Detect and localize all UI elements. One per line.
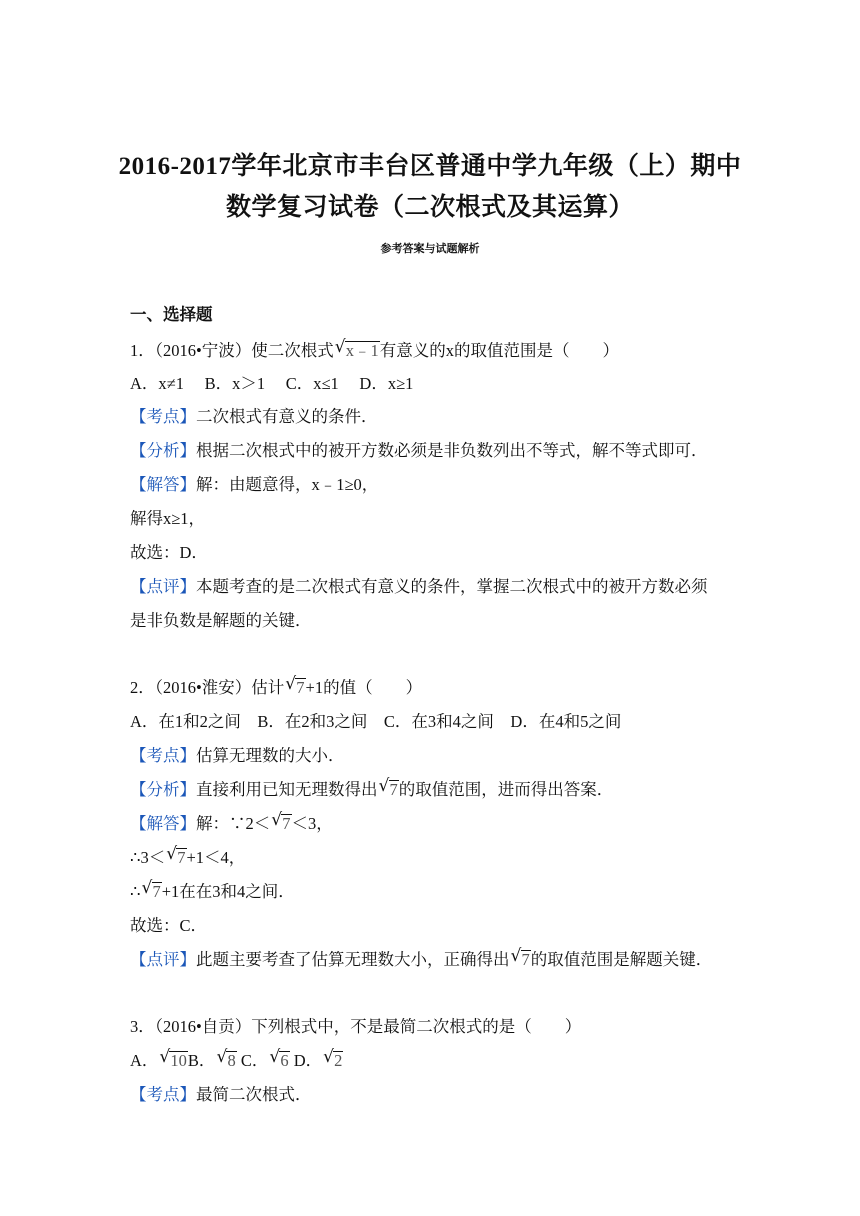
q1-step2: 解得x≥1， <box>130 509 206 528</box>
q2-fenxi <box>130 776 613 800</box>
q3-stem: 3．（2016•自贡）下列根式中，不是最简二次根式的是（ ） <box>130 1017 582 1036</box>
q1-dianping-text-1: 本题考查的是二次根式有意义的条件，掌握二次根式中的被开方数必须 <box>196 577 708 596</box>
q1-dianping-line-2: 是非负数是解题的关键． <box>130 611 312 630</box>
q1-fenxi <box>130 437 708 461</box>
dianping-tag: 【点评】 <box>130 950 196 969</box>
q1-radicand: x﹣1 <box>345 341 379 360</box>
q2-fenxi-b: 的取值范围，进而得出答案． <box>398 780 614 799</box>
title-line-1: 2016-2017学年北京市丰台区普通中学九年级（上）期中 <box>118 153 742 180</box>
q1-jieda <box>130 471 378 495</box>
q2-dianping-a: 此题主要考查了估算无理数大小，正确得出 <box>196 950 510 969</box>
q2-prefix: 2．（2016•淮安）估计 <box>130 678 285 697</box>
q2-jieda-b: ＜3， <box>291 814 333 833</box>
q1-kaodian-text: 二次根式有意义的条件． <box>196 407 378 426</box>
q1-step3: 故选：D． <box>130 543 208 562</box>
q3-kaodian-text: 最简二次根式． <box>196 1085 312 1104</box>
q1-options: A．x≠1 B．x＞1 C．x≤1 D．x≥1 <box>130 374 414 393</box>
sqrt-icon: √ 8 <box>216 1047 236 1070</box>
jieda-tag: 【解答】 <box>130 475 196 494</box>
sqrt-icon: √ 7 <box>166 844 186 867</box>
sqrt-icon: √ 7 <box>510 946 530 969</box>
sqrt-icon: √ 7 <box>378 776 398 799</box>
q2-dianping <box>130 946 712 970</box>
kaodian-tag: 【考点】 <box>130 407 196 426</box>
kaodian-tag: 【考点】 <box>130 746 196 765</box>
sqrt-icon: √ 2 <box>323 1047 343 1070</box>
q1-fenxi-text: 根据二次根式中的被开方数必须是非负数列出不等式，解不等式即可． <box>196 441 708 460</box>
q2-fenxi-a: 直接利用已知无理数得出 <box>196 780 378 799</box>
fenxi-tag: 【分析】 <box>130 780 196 799</box>
q2-radicand: 7 <box>296 678 305 697</box>
q1-prefix: 1．（2016•宁波）使二次根式 <box>130 341 334 360</box>
q3-options: A． √ 10B． √ 8 C． √ 6 D． √ 2 <box>130 1047 343 1070</box>
jieda-tag: 【解答】 <box>130 814 196 833</box>
sqrt-icon: √ 7 <box>141 878 161 901</box>
sqrt-icon: √ x﹣1 <box>334 337 379 360</box>
sqrt-icon: √ 10 <box>159 1047 187 1070</box>
sqrt-icon: √ 7 <box>285 674 305 697</box>
title-line-2: 数学复习试卷（二次根式及其运算） <box>225 194 634 221</box>
q2-kaodian-text: 估算无理数的大小． <box>196 746 345 765</box>
subtitle: 参考答案与试题解析 <box>380 243 480 255</box>
q1-dianping <box>130 573 708 597</box>
q2-step3: ∴ √ 7+1在在3和4之间． <box>130 878 295 901</box>
q2-step2: ∴3＜ √ 7+1＜4， <box>130 844 246 867</box>
sqrt-icon: √ 6 <box>269 1047 289 1070</box>
section-heading: 一、选择题 <box>130 305 213 324</box>
kaodian-tag: 【考点】 <box>130 1085 196 1104</box>
q2-kaodian <box>130 742 345 766</box>
q1-stem <box>130 337 619 361</box>
q2-jieda <box>130 810 333 834</box>
q3-kaodian <box>130 1081 312 1105</box>
dianping-tag: 【点评】 <box>130 577 196 596</box>
q2-step4: 故选：C． <box>130 916 208 935</box>
q1-kaodian <box>130 403 378 427</box>
sqrt-icon: √ 7 <box>271 810 291 833</box>
q2-suffix: +1的值（ ） <box>305 678 423 697</box>
q2-stem <box>130 674 422 698</box>
q2-jieda-a: 解：∵2＜ <box>196 814 271 833</box>
q2-options: A．在1和2之间 B．在2和3之间 C．在3和4之间 D．在4和5之间 <box>130 712 622 731</box>
q1-suffix: 有意义的x的取值范围是（ ） <box>379 341 620 360</box>
fenxi-tag: 【分析】 <box>130 441 196 460</box>
q2-dianping-b: 的取值范围是解题关键． <box>530 950 713 969</box>
q1-jieda-text: 解：由题意得，x﹣1≥0， <box>196 475 379 494</box>
